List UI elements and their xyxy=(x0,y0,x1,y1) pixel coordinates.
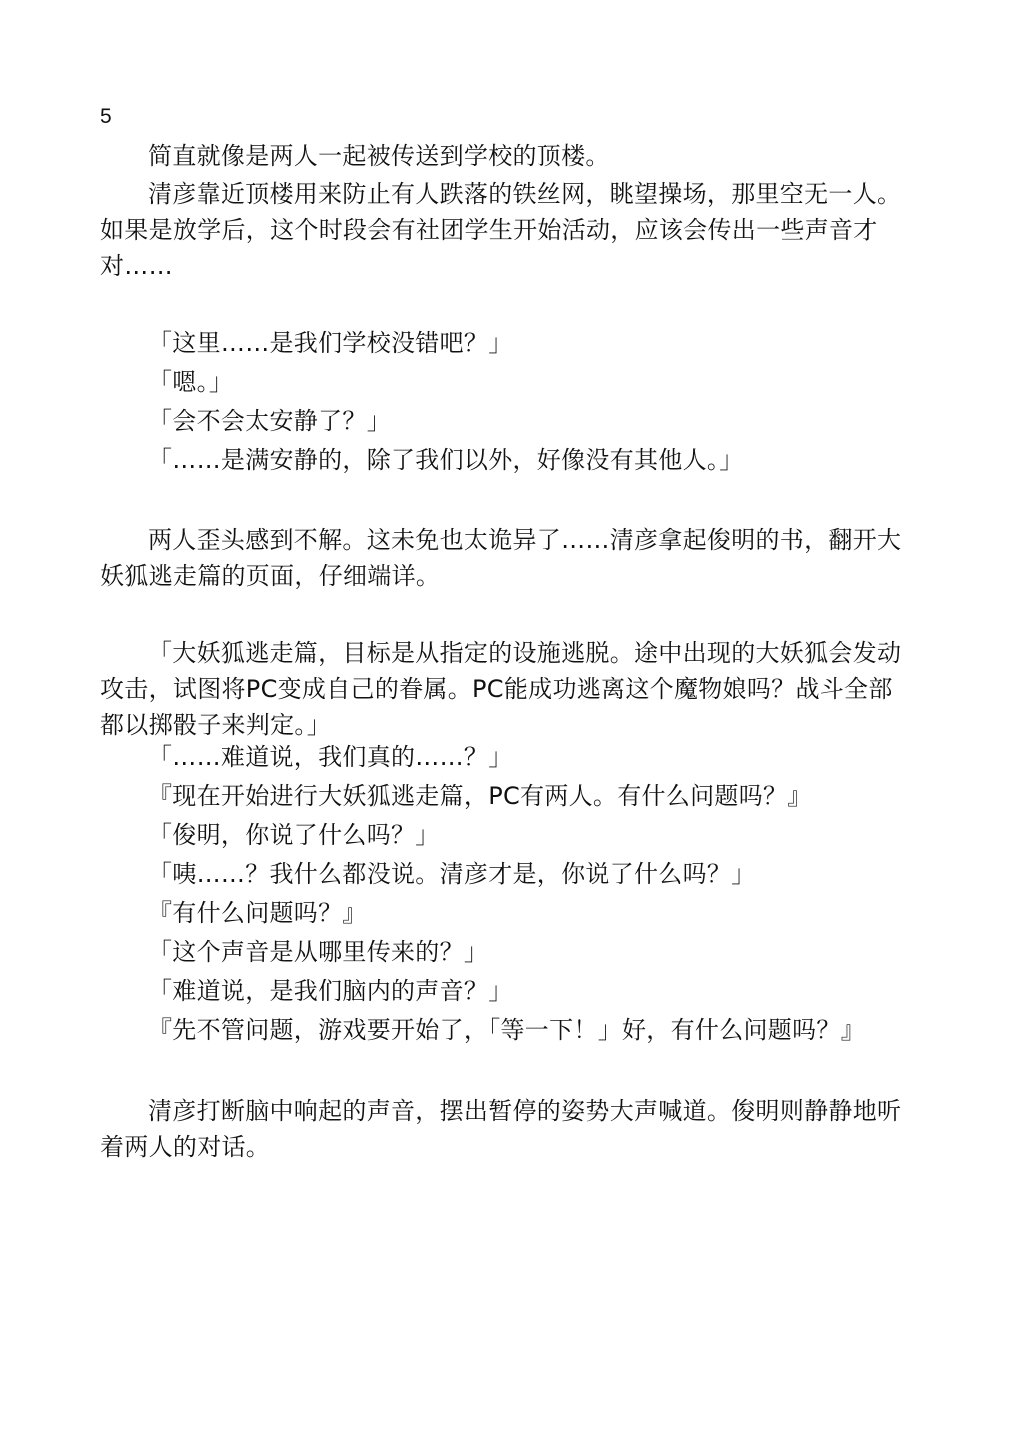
dialogue-line-1: 「这里……是我们学校没错吧？」 xyxy=(148,329,513,357)
dialogue-line-4: 「……是满安静的，除了我们以外，好像没有其他人。」 xyxy=(148,446,744,474)
paragraph-4: 清彦打断脑中响起的声音，摆出暂停的姿势大声喊道。俊明则静静地听着两人的对话。 xyxy=(100,1097,902,1161)
dialogue-line-8: 「俊明，你说了什么吗？」 xyxy=(148,821,440,849)
dialogue-line-11: 「这个声音是从哪里传来的？」 xyxy=(148,938,489,966)
dialogue-line-9: 「咦……？我什么都没说。清彦才是，你说了什么吗？」 xyxy=(148,860,756,888)
dialogue-line-2: 「嗯。」 xyxy=(148,368,234,396)
paragraph-1: 简直就像是两人一起被传送到学校的顶楼。 xyxy=(148,142,610,170)
dialogue-line-10: 『有什么问题吗？』 xyxy=(148,899,367,927)
paragraph-2: 清彦靠近顶楼用来防止有人跌落的铁丝网，眺望操场，那里空无一人。如果是放学后，这个时段会有社团学生开始活动，应该会传出一些声音才对…… xyxy=(100,180,902,280)
dialogue-line-6: 「……难道说，我们真的……？」 xyxy=(148,743,513,771)
dialogue-line-7: 『现在开始进行大妖狐逃走篇，PC有两人。有什么问题吗？』 xyxy=(148,782,812,810)
page-number: 5 xyxy=(100,105,112,128)
dialogue-line-13: 『先不管问题，游戏要开始了，「等一下！」好，有什么问题吗？』 xyxy=(148,1016,865,1044)
dialogue-line-12: 「难道说，是我们脑内的声音？」 xyxy=(148,977,513,1005)
dialogue-line-5: 「大妖狐逃走篇，目标是从指定的设施逃脱。途中出现的大妖狐会发动攻击，试图将PC变成自己的眷属。PC能成功逃离这个魔物娘吗？战斗全部都以掷骰子来判定。」 xyxy=(100,639,902,739)
dialogue-line-3: 「会不会太安静了？」 xyxy=(148,407,391,435)
paragraph-3: 两人歪头感到不解。这未免也太诡异了……清彦拿起俊明的书，翻开大妖狐逃走篇的页面，仔细端详。 xyxy=(100,526,902,590)
